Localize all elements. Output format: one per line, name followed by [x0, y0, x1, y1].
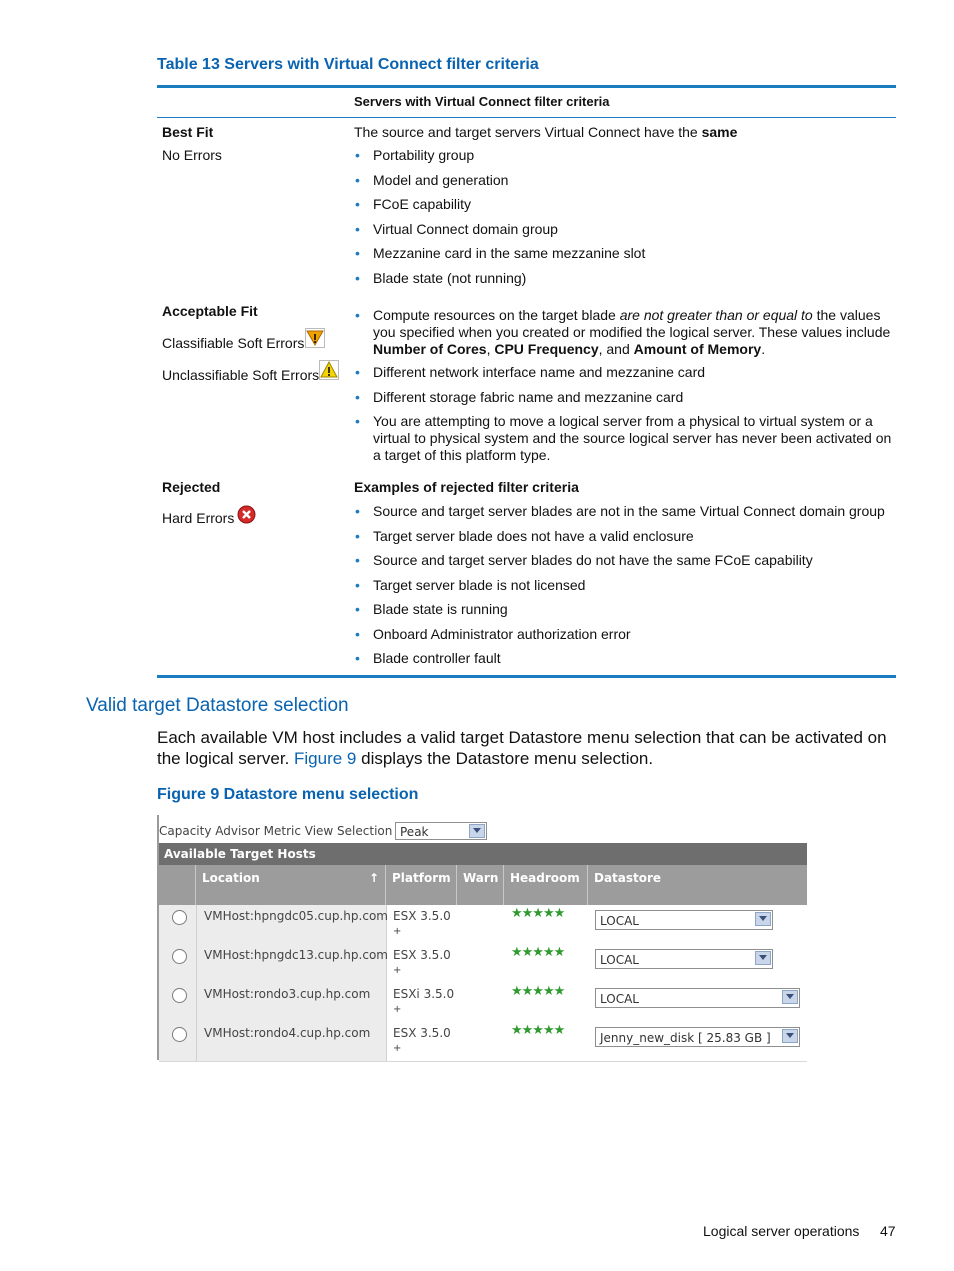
table-row[interactable] — [159, 905, 807, 945]
bullet: • — [355, 269, 360, 286]
classifiable-soft-errors-label: Classifiable Soft Errors — [162, 335, 305, 351]
bullet: • — [355, 650, 360, 666]
bullet: • — [355, 171, 360, 188]
list-item: • Source and target server blades do not have the same FCoE capability — [355, 552, 813, 568]
column-header-location[interactable]: Location ↑ — [196, 865, 386, 905]
column-header-platform[interactable]: Platform — [386, 865, 457, 905]
expand-plus-icon[interactable]: + — [393, 1043, 402, 1054]
bullet: • — [355, 527, 360, 544]
metric-label: Capacity Advisor Metric View Selection — [159, 824, 393, 838]
column-header-headroom[interactable]: Headroom — [504, 865, 588, 905]
page-number: 47 — [880, 1223, 896, 1239]
footer-section: Logical server operations — [703, 1223, 860, 1239]
rejected-list — [354, 503, 894, 675]
expand-plus-icon[interactable]: + — [393, 926, 402, 937]
acceptable-fit-list-more — [354, 364, 894, 472]
panel-title: Available Target Hosts — [159, 843, 807, 865]
list-item: • Different storage fabric name and mezzanine card — [355, 388, 684, 405]
headroom-stars-icon: ★★★★★ — [511, 945, 565, 960]
hard-errors-label: Hard Errors — [162, 510, 235, 526]
table-header-rule — [157, 117, 896, 118]
section-paragraph: Each available VM host includes a valid target Datastore menu selection that can be activated on the logical server. Figure 9 displays the Datastore menu selection. — [157, 728, 887, 768]
list-item: • Portability group — [355, 147, 475, 163]
bullet: • — [355, 601, 360, 617]
list-item: • Blade state is running — [355, 601, 508, 617]
rejected-heading: Examples of rejected filter criteria — [354, 479, 579, 495]
classifiable-soft-errors — [162, 335, 304, 352]
list-item: • Target server blade is not licensed — [355, 576, 586, 593]
best-fit-list — [354, 147, 894, 294]
list-item: • You are attempting to move a logical server from a physical to virtual system or a virtual to physical system and the source logical server has never been activated on a target of this platform type. — [355, 413, 892, 463]
row-platform: ESXi 3.5.0 — [393, 987, 455, 1001]
orange-warning-icon — [305, 328, 325, 348]
list-item: • Blade state (not running) — [355, 269, 527, 286]
rejected-label: Rejected — [162, 479, 221, 495]
bullet: • — [355, 503, 360, 519]
headroom-stars-icon: ★★★★★ — [511, 984, 565, 999]
bullet: • — [355, 220, 360, 237]
row-location: VMHost:rondo3.cup.hp.com — [204, 987, 371, 1001]
list-item: • Target server blade does not have a valid enclosure — [355, 527, 694, 544]
column-header-datastore[interactable]: Datastore — [588, 865, 807, 905]
row-radio[interactable] — [172, 910, 187, 925]
metric-row — [157, 815, 807, 843]
headroom-stars-icon: ★★★★★ — [511, 906, 565, 921]
bullet: • — [355, 388, 360, 405]
datastore-select-value: LOCAL — [600, 953, 639, 967]
datastore-select[interactable] — [595, 988, 800, 1008]
datastore-select[interactable] — [595, 910, 773, 930]
yellow-warning-icon — [319, 360, 339, 380]
best-fit-intro-bold: same — [701, 124, 738, 140]
bullet: • — [355, 147, 360, 163]
datastore-select-value: LOCAL — [600, 914, 639, 928]
chevron-down-icon — [782, 1029, 798, 1043]
figure-link[interactable]: Figure 9 — [294, 749, 357, 768]
row-radio[interactable] — [172, 949, 187, 964]
datastore-figure — [157, 815, 807, 1060]
bullet: • — [355, 364, 360, 380]
table-row[interactable] — [159, 983, 807, 1023]
sort-arrow-icon[interactable]: ↑ — [368, 871, 379, 885]
best-fit-intro — [354, 124, 737, 141]
section-heading: Valid target Datastore selection — [86, 695, 349, 716]
datastore-select[interactable] — [595, 1027, 800, 1047]
unclassifiable-soft-errors-label: Unclassifiable Soft Errors — [162, 367, 320, 383]
bullet: • — [355, 552, 360, 568]
list-item: • Virtual Connect domain group — [355, 220, 558, 237]
list-item: • Onboard Administrator authorization error — [355, 625, 631, 642]
table-title: Table 13 Servers with Virtual Connect filter criteria — [157, 56, 539, 73]
row-platform: ESX 3.5.0 — [393, 1026, 451, 1040]
headroom-stars-icon: ★★★★★ — [511, 1023, 565, 1038]
best-fit-label: Best Fit — [162, 124, 214, 140]
table-top-rule — [157, 85, 896, 88]
column-header-warn[interactable]: Warn — [457, 865, 504, 905]
list-item: • Blade controller fault — [355, 650, 501, 666]
chevron-down-icon — [755, 912, 771, 926]
expand-plus-icon[interactable]: + — [393, 965, 402, 976]
row-location: VMHost:rondo4.cup.hp.com — [204, 1026, 371, 1040]
bullet: • — [355, 196, 360, 212]
figure-title: Figure 9 Datastore menu selection — [157, 786, 419, 803]
table-header: Servers with Virtual Connect filter criteria — [354, 94, 610, 109]
list-item: • Different network interface name and mezzanine card — [355, 364, 706, 380]
table-row[interactable] — [159, 944, 807, 984]
datastore-select-value: LOCAL — [600, 992, 639, 1006]
hard-errors — [162, 510, 234, 527]
unclassifiable-soft-errors — [162, 367, 319, 384]
list-item: • FCoE capability — [355, 196, 472, 212]
row-location: VMHost:hpngdc05.cup.hp.com — [204, 909, 388, 923]
row-radio[interactable] — [172, 1027, 187, 1042]
header-select-col — [159, 865, 196, 905]
best-fit-sub: No Errors — [162, 147, 222, 163]
list-item: • Source and target server blades are not in the same Virtual Connect domain group — [355, 503, 885, 519]
row-platform: ESX 3.5.0 — [393, 948, 451, 962]
chevron-down-icon — [469, 824, 485, 838]
table-bottom-rule — [157, 675, 896, 678]
error-x-icon — [237, 505, 256, 524]
chevron-down-icon — [755, 951, 771, 965]
metric-select-value: Peak — [400, 825, 429, 839]
row-radio[interactable] — [172, 988, 187, 1003]
chevron-down-icon — [782, 990, 798, 1004]
datastore-select[interactable] — [595, 949, 773, 969]
bullet: • — [355, 245, 360, 261]
bullet: • — [355, 413, 360, 429]
row-platform: ESX 3.5.0 — [393, 909, 451, 923]
expand-plus-icon[interactable]: + — [393, 1004, 402, 1015]
list-item: • Model and generation — [355, 171, 509, 188]
datastore-select-value: Jenny_new_disk [ 25.83 GB ] — [600, 1031, 771, 1045]
table-row[interactable] — [159, 1022, 807, 1062]
acceptable-fit-label: Acceptable Fit — [162, 303, 258, 319]
list-item: • Compute resources on the target blade are not greater than or equal to the values you specified when you created or modified the logical server. These values include Number of Cores, CPU Frequency, and Amount of Memory. — [355, 307, 891, 357]
row-location: VMHost:hpngdc13.cup.hp.com — [204, 948, 388, 962]
list-item: • Mezzanine card in the same mezzanine slot — [355, 245, 646, 261]
bullet: • — [355, 576, 360, 593]
bullet: • — [355, 625, 360, 642]
acceptable-fit-list — [354, 307, 894, 358]
best-fit-intro-text: The source and target servers Virtual Connect have the — [354, 124, 702, 140]
metric-select[interactable] — [395, 822, 487, 840]
